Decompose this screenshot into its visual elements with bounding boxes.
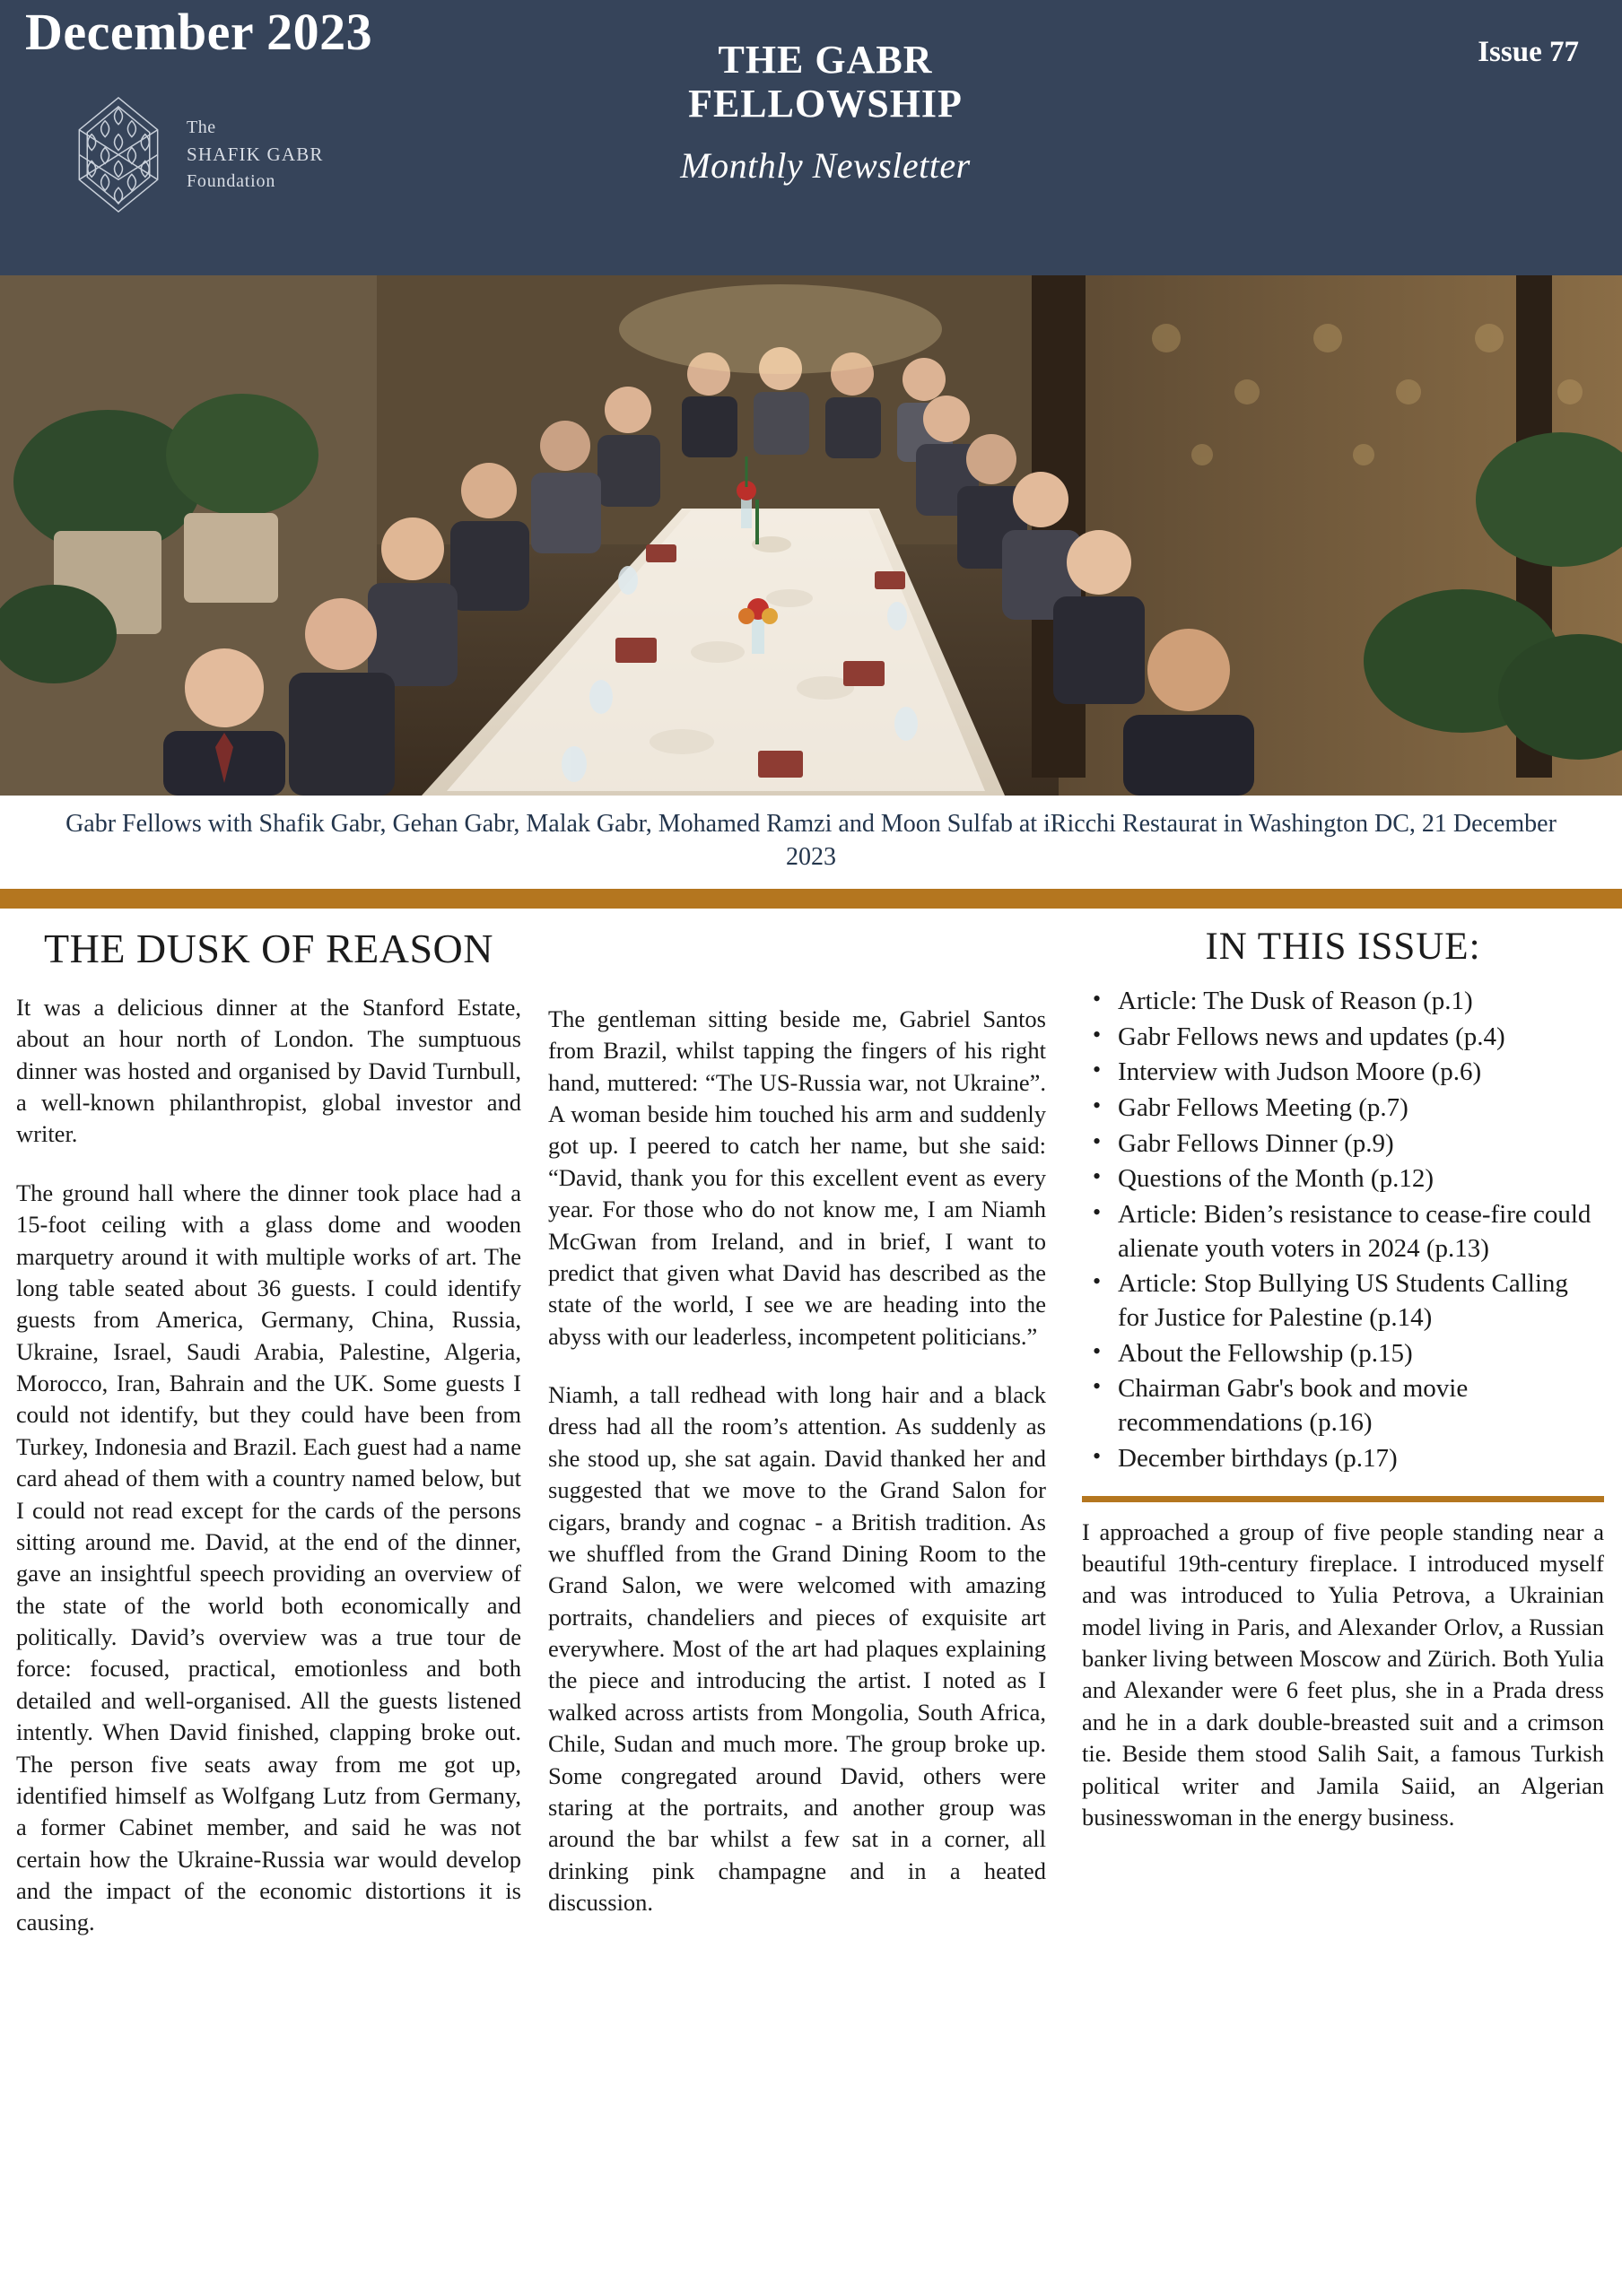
list-item[interactable]: • December birthdays (p.17) xyxy=(1087,1442,1604,1476)
masthead-title-line-1: THE GABR xyxy=(718,38,933,82)
article-column-1 xyxy=(16,925,541,1939)
masthead xyxy=(0,0,1622,275)
masthead-title-block xyxy=(574,38,1077,187)
list-item[interactable]: • Article: The Dusk of Reason (p.1) xyxy=(1087,985,1604,1019)
list-item[interactable]: • Article: Biden’s resistance to cease-fire could alienate youth voters in 2024 (p.13) xyxy=(1087,1198,1604,1265)
foundation-logo-text xyxy=(187,115,324,194)
list-item[interactable]: • About the Fellowship (p.15) xyxy=(1087,1337,1604,1371)
in-this-issue-sidebar xyxy=(1066,925,1604,1939)
list-item[interactable]: • Gabr Fellows Meeting (p.7) xyxy=(1087,1091,1604,1126)
article-paragraph: The gentleman sitting beside me, Gabriel Santos from Brazil, whilst tapping the fingers of his right hand, muttered: “The US-Russia war, not Ukraine”. A woman beside him touched his arm and suddenly got up. I peered to catch her name, but she said: “David, thank you for this excellent event as every year. For those who do not know me, I am Niamh McGwan from Ireland, and in brief, I want to predict that given what David has described as the state of the world, I see we are heading into the abyss with our leaderless, incompetent politicians.” xyxy=(548,1004,1046,1350)
logo-line-2: SHAFIK GABR xyxy=(187,144,324,166)
logo-line-3: Foundation xyxy=(187,170,276,191)
gold-divider xyxy=(0,889,1622,909)
foundation-logo xyxy=(65,94,324,215)
list-item[interactable]: • Gabr Fellows news and updates (p.4) xyxy=(1087,1021,1604,1055)
sidebar-title: IN THIS ISSUE: xyxy=(1205,925,1481,968)
in-this-issue-list xyxy=(1087,985,1604,1476)
article-headline: THE DUSK OF REASON xyxy=(44,925,493,971)
issue-date: December 2023 xyxy=(25,3,373,61)
list-item[interactable]: • Interview with Judson Moore (p.6) xyxy=(1087,1056,1604,1090)
hero-photo xyxy=(0,275,1622,796)
main-content xyxy=(0,909,1622,1939)
issue-number: Issue 77 xyxy=(1478,36,1579,68)
photo-caption: Gabr Fellows with Shafik Gabr, Gehan Gabr, Malak Gabr, Mohamed Ramzi and Moon Sulfab at iRicchi Restaurat in Washington DC, 21 December 2023 xyxy=(65,810,1557,871)
list-item[interactable]: • Questions of the Month (p.12) xyxy=(1087,1162,1604,1196)
sidebar-gold-divider xyxy=(1082,1496,1604,1502)
dinner-photo-illustration xyxy=(0,275,1622,796)
article-paragraph: It was a delicious dinner at the Stanford Estate, about an hour north of London. The sumptuous dinner was hosted and organised by David Turnbull, a well-known philanthropist, global investor and writer. xyxy=(16,993,521,1148)
list-item[interactable]: • Gabr Fellows Dinner (p.9) xyxy=(1087,1127,1604,1161)
masthead-subtitle: Monthly Newsletter xyxy=(680,144,971,186)
list-item[interactable]: • Chairman Gabr's book and movie recommendations (p.16) xyxy=(1087,1372,1604,1439)
article-continuation: I approached a group of five people standing near a beautiful 19th-century fireplace. I introduced myself and was introduced to Yulia Petrova, a Ukrainian model living in Paris, and Alexander Orlov, a Russian banker living between Moscow and Zürich. Both Yulia and Alexander were 6 feet plus, she in a Prada dress and he in a dark double-breasted suit and a crimson tie. Beside them stood Salih Sait, a famous Turkish political writer and Jamila Saiid, an Algerian businesswoman in the energy business. xyxy=(1082,1518,1604,1831)
article-paragraph: The ground hall where the dinner took place had a 15-foot ceiling with a glass dome and wooden marquetry around it with multiple works of art. The long table seated about 36 guests. I could identify guests from America, Germany, China, Russia, Ukraine, Israel, Saudi Arabia, Palestine, Algeria, Morocco, Iran, Bahrain and the UK. Some guests I could not identify, but they could have been from Turkey, Indonesia and Brazil. Each guest had a name card ahead of them with a country named below, but I could not read except for the cards of the persons sitting around me. David, at the end of the dinner, gave an insightful speech providing an overview of the state of the world both economically and politically. David’s overview was a true tour de force: focused, practical, emotionless and both detailed and well-organised. All the guests listened intently. When David finished, clapping broke out. The person five seats away from me got up, identified himself as Wolfgang Lutz from Germany, a former Cabinet member, and said he was not certain how the Ukraine-Russia war would develop and the impact of the economic distortions it is causing. xyxy=(16,1178,521,1936)
article-column-2 xyxy=(541,925,1066,1939)
shafik-gabr-lattice-icon xyxy=(65,94,172,215)
logo-line-1: The xyxy=(187,117,216,138)
masthead-title-line-2: FELLOWSHIP xyxy=(688,82,963,126)
headline-spacer xyxy=(548,925,1046,1004)
article-paragraph: Niamh, a tall redhead with long hair and a black dress had all the room’s attention. As suddenly as she stood up, she sat again. David thanked her and suggested that we move to the Grand Salon for cigars, brandy and cognac - a British tradition. As we shuffled from the Grand Dining Room to the Grand Salon, we were welcomed with amazing portraits, chandeliers and pieces of exquisite art everywhere. Most of the art had plaques explaining the piece and introducing the artist. I noted as I walked across artists from Mongolia, South Africa, Chile, Sudan and much more. The group broke up. Some congregated around David, others were staring at the portraits, and another group was around the bar whilst a few sat in a corner, all drinking pink champagne and in a heated discussion. xyxy=(548,1381,1046,1917)
list-item[interactable]: • Article: Stop Bullying US Students Calling for Justice for Palestine (p.14) xyxy=(1087,1267,1604,1335)
